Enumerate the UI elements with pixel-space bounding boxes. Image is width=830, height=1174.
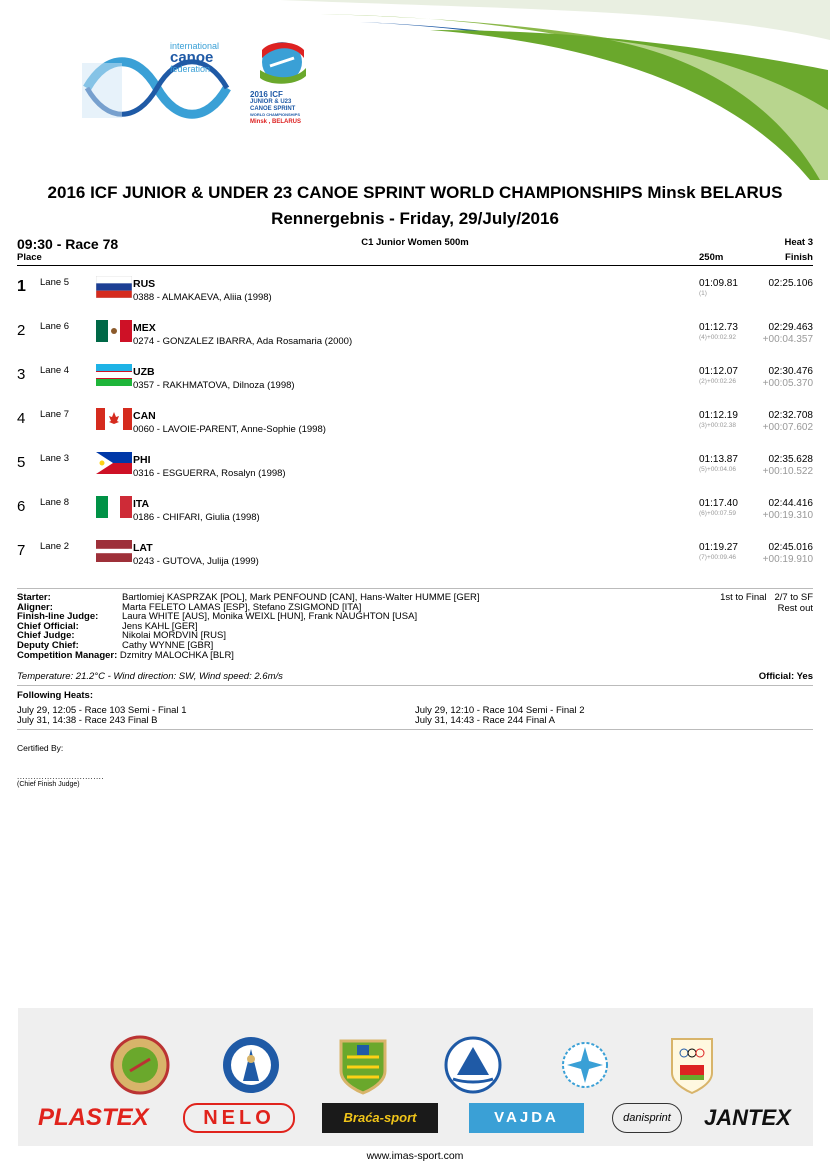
- result-row: [0, 494, 830, 538]
- flag-russia-icon: [96, 276, 132, 298]
- result-place: 4: [17, 410, 26, 427]
- result-row: [0, 450, 830, 494]
- certification-divider: [17, 729, 813, 730]
- sponsor-nelo-logo: NELO: [183, 1103, 295, 1133]
- following-heat-item: July 31, 14:38 - Race 243 Final B: [17, 714, 158, 726]
- sponsor-jantex-logo: JANTEX: [704, 1105, 791, 1130]
- result-split: 01:13.87: [699, 454, 738, 465]
- result-split-rank: (7)+00:09.46: [699, 554, 737, 561]
- canoe-club-emblem-icon: [443, 1035, 503, 1095]
- result-gap: +00:19.910: [762, 554, 813, 565]
- official-status: Official: Yes: [758, 671, 813, 682]
- header-divider: [17, 265, 813, 266]
- weather-info: Temperature: 21.2°C - Wind direction: SW, Wind speed: 2.6m/s: [17, 671, 283, 682]
- column-header-place: Place: [17, 252, 42, 263]
- qualification-line: 1st to Final 2/7 to SF: [720, 592, 813, 603]
- championship-logo: [250, 40, 314, 130]
- result-split: 01:17.40: [699, 498, 738, 509]
- following-heat-item: July 29, 12:05 - Race 103 Semi - Final 1: [17, 705, 187, 716]
- sponsor-danisprint-logo: danisprint: [612, 1103, 682, 1133]
- certified-by: Certified By:: [17, 743, 64, 753]
- result-split-rank: (5)+00:04.06: [699, 466, 737, 473]
- column-header-250m: 250m: [699, 252, 724, 263]
- qualification-line: Rest out: [777, 602, 813, 614]
- result-row: [0, 274, 830, 318]
- official-value: Jens KAHL [GER]: [122, 620, 198, 632]
- result-finish: 02:29.463: [768, 322, 813, 333]
- result-athlete: 0357 - RAKHMATOVA, Dilnoza (1998): [133, 380, 295, 391]
- icf-logo-text: international canoe federation: [170, 41, 220, 74]
- olympic-committee-emblem-icon: [662, 1035, 722, 1095]
- result-lane: Lane 8: [40, 497, 70, 508]
- result-row: [0, 318, 830, 362]
- qualification-rules: [720, 593, 813, 614]
- following-heats-right: [415, 706, 585, 726]
- flag-philippines-icon: [96, 452, 132, 474]
- result-place: 3: [17, 366, 26, 383]
- city-coat-of-arms-icon: [333, 1035, 393, 1095]
- official-row: [17, 631, 480, 641]
- official-value: Dzmitry MALOCHKA [BLR]: [119, 649, 234, 661]
- result-finish: 02:25.106: [768, 278, 813, 289]
- result-split-rank: (3)+00:02.38: [699, 422, 737, 429]
- official-label: Chief Judge:: [17, 630, 75, 642]
- sponsor-plastex-logo: PLASTEX: [38, 1104, 149, 1131]
- official-label: Finish-line Judge:: [17, 611, 99, 623]
- result-finish: 02:44.416: [768, 498, 813, 509]
- official-value: Nikolai MORDVIN [RUS]: [122, 630, 226, 642]
- result-split: 01:19.27: [699, 542, 738, 553]
- following-heat-item: July 31, 14:43 - Race 244 Final A: [415, 714, 555, 726]
- flag-canada-icon: [96, 408, 132, 430]
- column-header-finish: Finish: [785, 252, 813, 263]
- result-nation: LAT: [133, 542, 153, 554]
- officials-divider: [17, 588, 813, 589]
- official-label: Competition Manager:: [17, 649, 118, 661]
- official-label: Aligner:: [17, 601, 53, 613]
- race-name: C1 Junior Women 500m: [361, 237, 469, 248]
- flag-uzbekistan-icon: [96, 364, 132, 386]
- official-row: [17, 622, 480, 632]
- footer-website: www.imas-sport.com: [366, 1150, 464, 1162]
- result-gap: +00:07.602: [762, 422, 813, 433]
- signature-line: ................................: [17, 772, 105, 781]
- official-value: Laura WHITE [AUS], Monika WEIXL [HUN], Frank NAUGHTON [USA]: [122, 611, 418, 623]
- following-heats-title: Following Heats:: [17, 690, 93, 701]
- result-athlete: 0316 - ESGUERRA, Rosalyn (1998): [133, 468, 286, 479]
- result-nation: ITA: [133, 498, 150, 510]
- result-split-rank: (4)+00:02.92: [699, 334, 737, 341]
- sponsor-vajda-logo: VAJDA: [469, 1103, 584, 1133]
- result-split-rank: (2)+00:02.26: [699, 378, 737, 385]
- result-finish: 02:45.016: [768, 542, 813, 553]
- result-row: [0, 362, 830, 406]
- result-place: 6: [17, 498, 26, 515]
- official-label: Starter:: [17, 592, 51, 603]
- federation-emblem-icon: [110, 1035, 170, 1095]
- result-gap: +00:04.357: [762, 334, 813, 345]
- result-athlete: 0388 - ALMAKAEVA, Aliia (1998): [133, 292, 272, 303]
- result-athlete: 0274 - GONZALEZ IBARRA, Ada Rosamaria (2000): [133, 336, 353, 347]
- result-row: [0, 406, 830, 450]
- result-nation: MEX: [133, 322, 156, 334]
- official-value: Cathy WYNNE [GBR]: [122, 639, 214, 651]
- flag-italy-icon: [96, 496, 132, 518]
- result-athlete: 0060 - LAVOIE-PARENT, Anne-Sophie (1998): [133, 424, 326, 435]
- result-lane: Lane 2: [40, 541, 70, 552]
- result-lane: Lane 4: [40, 365, 70, 376]
- officials-list: [17, 593, 480, 660]
- sponsor-braca-sport-logo: Braća-sport: [322, 1103, 438, 1133]
- result-nation: PHI: [133, 454, 151, 466]
- result-split: 01:12.07: [699, 366, 738, 377]
- result-gap: +00:10.522: [762, 466, 813, 477]
- document-subtitle: Rennergebnis - Friday, 29/July/2016: [271, 209, 559, 228]
- result-place: 1: [17, 278, 26, 295]
- result-gap: +00:05.370: [762, 378, 813, 389]
- result-nation: RUS: [133, 278, 156, 290]
- official-value: Marta FELETO LAMAS [ESP], Stefano ZSIGMOND [ITA]: [122, 601, 362, 613]
- result-split-rank: (6)+00:07.59: [699, 510, 737, 517]
- championship-logo-text: 2016 ICF JUNIOR & U23 CANOE SPRINT WORLD CHAMPIONSHIPS Minsk , BELARUS: [250, 90, 302, 125]
- chief-finish-judge-label: (Chief Finish Judge): [17, 781, 80, 788]
- following-heat-item: July 29, 12:10 - Race 104 Semi - Final 2: [415, 705, 585, 716]
- flag-mexico-icon: [96, 320, 132, 342]
- result-athlete: 0243 - GUTOVA, Julija (1999): [133, 556, 259, 567]
- official-row: [17, 612, 480, 622]
- result-split-rank: (1): [699, 290, 707, 297]
- result-gap: +00:19.310: [762, 510, 813, 521]
- result-split: 01:09.81: [699, 278, 738, 289]
- official-value: Bartlomiej KASPRZAK [POL], Mark PENFOUND [CAN], Hans-Walter HUMME [GER]: [122, 592, 480, 603]
- heat-label: Heat 3: [784, 237, 813, 248]
- result-place: 7: [17, 542, 26, 559]
- document-title: 2016 ICF JUNIOR & UNDER 23 CANOE SPRINT WORLD CHAMPIONSHIPS Minsk BELARUS: [47, 183, 783, 202]
- result-athlete: 0186 - CHIFARI, Giulia (1998): [133, 512, 260, 523]
- icf-logo: [82, 38, 242, 128]
- result-finish: 02:30.476: [768, 366, 813, 377]
- result-lane: Lane 5: [40, 277, 70, 288]
- result-lane: Lane 6: [40, 321, 70, 332]
- official-label: Chief Official:: [17, 620, 79, 632]
- result-row: [0, 538, 830, 582]
- following-divider: [17, 685, 813, 686]
- result-lane: Lane 7: [40, 409, 70, 420]
- result-split: 01:12.73: [699, 322, 738, 333]
- header-swoosh: [280, 0, 830, 190]
- result-split: 01:12.19: [699, 410, 738, 421]
- following-heats-left: [17, 706, 187, 726]
- result-nation: UZB: [133, 366, 155, 378]
- official-label: Deputy Chief:: [17, 639, 79, 651]
- result-finish: 02:32.708: [768, 410, 813, 421]
- race-time-number: 09:30 - Race 78: [17, 236, 119, 252]
- result-lane: Lane 3: [40, 453, 70, 464]
- official-row: [17, 651, 480, 661]
- flag-latvia-icon: [96, 540, 132, 562]
- result-place: 2: [17, 322, 26, 339]
- result-nation: CAN: [133, 410, 156, 422]
- result-place: 5: [17, 454, 26, 471]
- result-finish: 02:35.628: [768, 454, 813, 465]
- minsk-emblem-icon: [221, 1035, 281, 1095]
- ministry-emblem-icon: [555, 1035, 615, 1095]
